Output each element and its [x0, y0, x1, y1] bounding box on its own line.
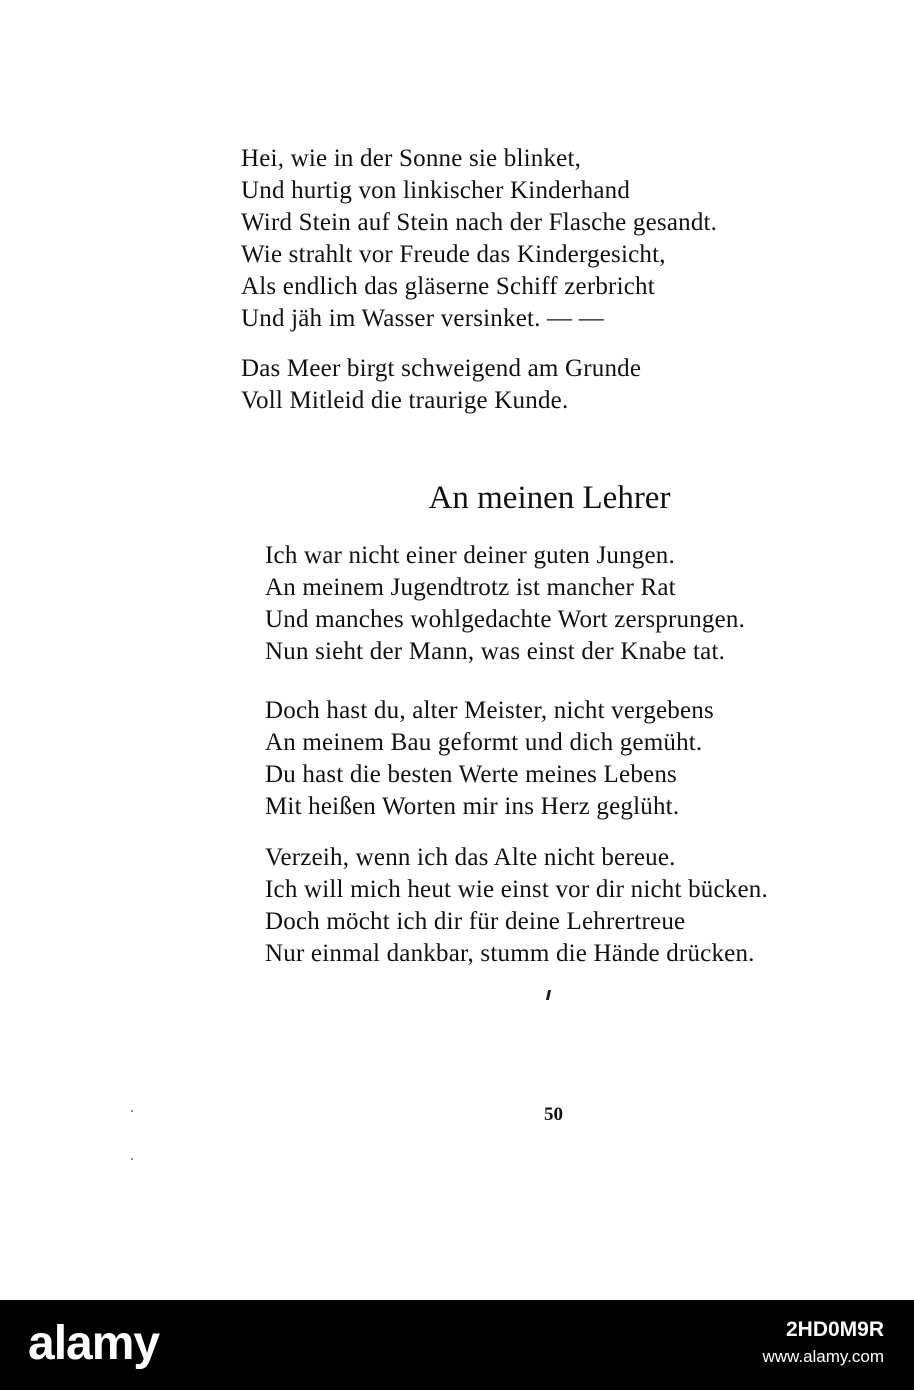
poem2-stanza-1 — [265, 540, 745, 668]
poem1-stanza-1 — [241, 143, 717, 335]
watermark-bar — [0, 1300, 914, 1390]
image-id: 2HD0M9R — [785, 1318, 884, 1341]
poem-title: An meinen Lehrer — [428, 480, 671, 516]
scan-speck — [131, 1110, 133, 1112]
poem1-stanza-2 — [241, 353, 641, 417]
verse-line: Du hast die besten Werte meines Lebens — [265, 761, 677, 788]
verse-line: Ich will mich heut wie einst vor dir nicht bücken. — [265, 876, 768, 903]
verse-line: Doch hast du, alter Meister, nicht vergebens — [265, 697, 714, 724]
verse-line: Voll Mitleid die traurige Kunde. — [241, 387, 569, 414]
image-credit — [762, 1316, 884, 1370]
verse-line: Verzeih, wenn ich das Alte nicht bereue. — [265, 844, 676, 871]
verse-line: Nun sieht der Mann, was einst der Knabe tat. — [265, 638, 726, 665]
verse-line: Und jäh im Wasser versinket. — — — [241, 305, 604, 332]
poem2-stanza-3 — [265, 842, 768, 970]
verse-line: Mit heißen Worten mir ins Herz geglüht. — [265, 793, 680, 820]
verse-line: Nur einmal dankbar, stumm die Hände drücken. — [265, 940, 755, 967]
alamy-logo: alamy — [28, 1317, 160, 1370]
verse-line: Ich war nicht einer deiner guten Jungen. — [265, 542, 675, 569]
scan-speck — [131, 1158, 133, 1160]
verse-line: Doch möcht ich dir für deine Lehrertreue — [265, 908, 686, 935]
verse-line: Wie strahlt vor Freude das Kindergesicht, — [241, 241, 666, 268]
verse-line: Hei, wie in der Sonne sie blinket, — [241, 145, 582, 172]
poem2-stanza-2 — [265, 695, 714, 823]
verse-line: Wird Stein auf Stein nach der Flasche gesandt. — [241, 209, 718, 236]
verse-line: Und manches wohlgedachte Wort zersprungen. — [265, 606, 746, 633]
verse-line: Das Meer birgt schweigend am Grunde — [241, 355, 642, 382]
page-number: 50 — [544, 1104, 563, 1125]
verse-line: An meinem Jugendtrotz ist mancher Rat — [265, 574, 676, 601]
source-url: www.alamy.com — [762, 1347, 884, 1366]
verse-line: Als endlich das gläserne Schiff zerbricht — [241, 273, 655, 300]
verse-line: Und hurtig von linkischer Kinderhand — [241, 177, 631, 204]
verse-line: An meinem Bau geformt und dich gemüht. — [265, 729, 703, 756]
ink-mark — [546, 990, 551, 1000]
